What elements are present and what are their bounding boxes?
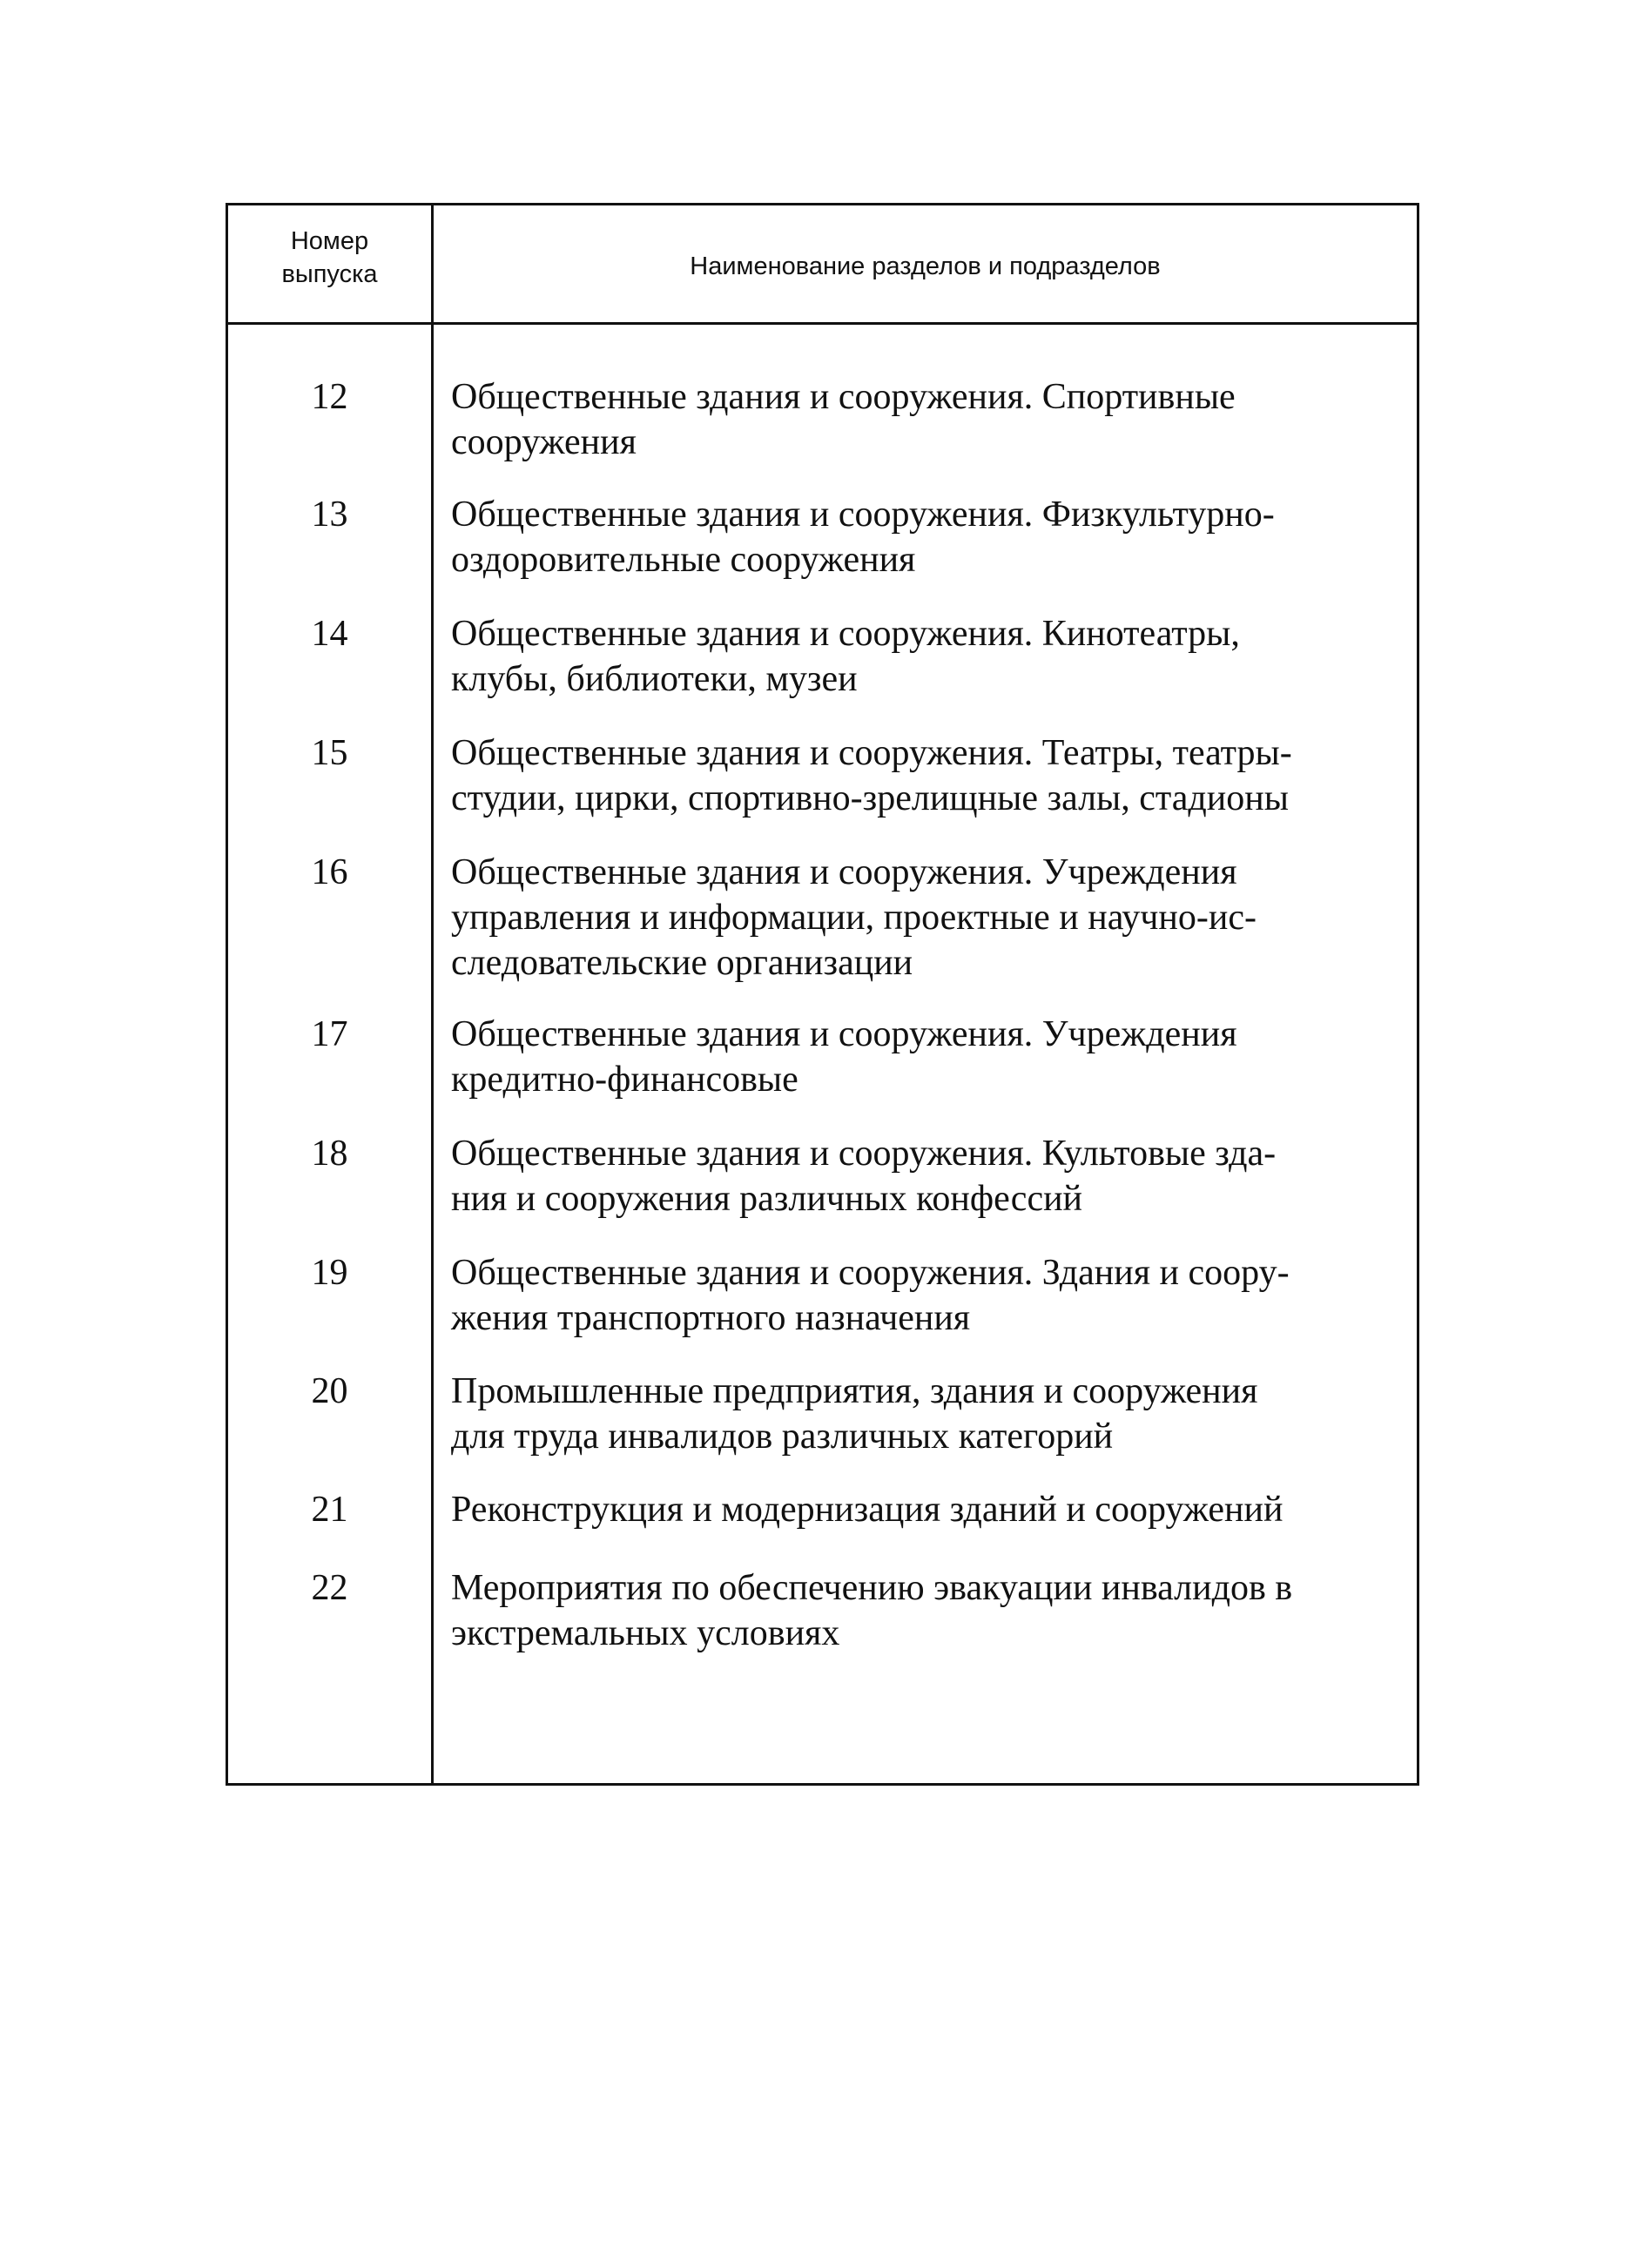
header-issue-number-line1: Номер — [290, 227, 369, 255]
row-name: Общественные здания и сооружения. Физкультурно- оздоровительные сооружения — [451, 495, 1275, 580]
row-name: Общественные здания и сооружения. Культовые зда- ния и сооружения различных конфессий — [451, 1134, 1277, 1219]
row-number: 13 — [311, 495, 348, 535]
row-number: 18 — [311, 1134, 348, 1174]
row-name: Общественные здания и сооружения. Театры, театры- студии, цирки, спортивно-зрелищные залы, стадионы — [451, 733, 1292, 818]
header-section-name: Наименование разделов и подразделов — [690, 252, 1161, 280]
row-number: 21 — [311, 1490, 348, 1530]
row-name: Общественные здания и сооружения. Кинотеатры, клубы, библиотеки, музеи — [451, 614, 1240, 699]
row-name: Реконструкция и модернизация зданий и сооружений — [451, 1490, 1284, 1530]
row-number: 12 — [311, 377, 348, 417]
row-name: Мероприятия по обеспечению эвакуации инвалидов в экстремальных условиях — [451, 1568, 1293, 1653]
column-divider — [431, 205, 434, 1783]
row-name: Общественные здания и сооружения. Учреждения управления и информации, проектные и научно-ис- следовательские организации — [451, 852, 1257, 983]
row-number: 22 — [311, 1568, 348, 1608]
row-name: Промышленные предприятия, здания и сооружения для труда инвалидов различных категорий — [451, 1371, 1258, 1457]
row-number: 17 — [311, 1014, 348, 1054]
row-number: 19 — [311, 1253, 348, 1293]
row-number: 20 — [311, 1371, 348, 1411]
row-name: Общественные здания и сооружения. Спортивные сооружения — [451, 377, 1236, 462]
header-divider — [228, 322, 1417, 325]
row-name: Общественные здания и сооружения. Учреждения кредитно-финансовые — [451, 1014, 1237, 1100]
header-issue-number-line2: выпуска — [281, 260, 378, 288]
row-number: 14 — [311, 614, 348, 654]
row-name: Общественные здания и сооружения. Здания и соору- жения транспортного назначения — [451, 1253, 1290, 1338]
row-number: 16 — [311, 852, 348, 892]
header-issue-number — [228, 225, 431, 291]
issues-table — [226, 203, 1419, 1786]
row-number: 15 — [311, 733, 348, 773]
